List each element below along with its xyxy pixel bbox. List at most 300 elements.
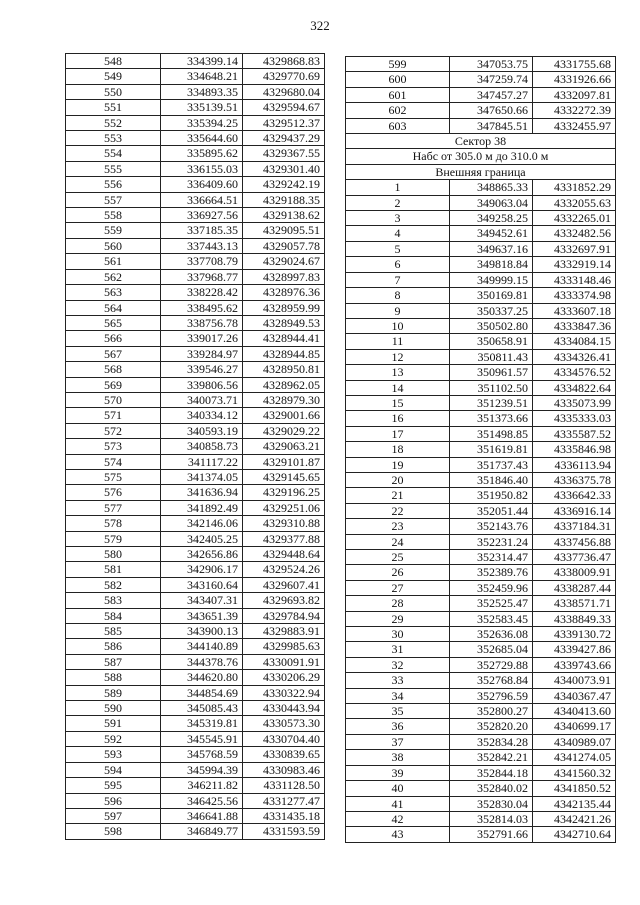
- table-row: [66, 808, 325, 823]
- coord-x: 352840.02: [450, 781, 533, 796]
- table-row: [346, 365, 616, 380]
- point-number: 573: [66, 439, 161, 454]
- table-row: [346, 734, 616, 749]
- coord-x: 350502.80: [450, 318, 533, 333]
- point-number: 585: [66, 624, 161, 639]
- coord-y: 4329001.66: [243, 408, 325, 423]
- coord-y: 4332055.63: [533, 195, 616, 210]
- coord-y: 4332919.14: [533, 257, 616, 272]
- boundary-title-row: [346, 164, 616, 179]
- table-row: [66, 100, 325, 115]
- coord-y: 4334822.64: [533, 380, 616, 395]
- point-number: 554: [66, 146, 161, 161]
- point-number: 558: [66, 208, 161, 223]
- coord-y: 4328950.81: [243, 362, 325, 377]
- table-row: [346, 781, 616, 796]
- sector-title: Сектор 38: [346, 134, 616, 149]
- point-number: 10: [346, 318, 450, 333]
- point-number: 28: [346, 596, 450, 611]
- coord-y: 4329883.91: [243, 624, 325, 639]
- point-number: 1: [346, 180, 450, 195]
- table-row: [346, 442, 616, 457]
- coord-y: 4341560.32: [533, 765, 616, 780]
- coord-x: 352800.27: [450, 704, 533, 719]
- coord-x: 350961.57: [450, 365, 533, 380]
- table-row: [346, 288, 616, 303]
- coord-y: 4330322.94: [243, 685, 325, 700]
- coord-x: 346211.82: [161, 778, 243, 793]
- coord-y: 4330206.29: [243, 670, 325, 685]
- table-row: [66, 331, 325, 346]
- point-number: 568: [66, 362, 161, 377]
- point-number: 553: [66, 131, 161, 146]
- coord-x: 342146.06: [161, 516, 243, 531]
- table-row: [66, 778, 325, 793]
- table-row: [346, 426, 616, 441]
- coordinates-table-left: [65, 53, 325, 840]
- point-number: 570: [66, 392, 161, 407]
- table-row: [346, 72, 616, 87]
- coord-x: 347259.74: [450, 72, 533, 87]
- point-number: 14: [346, 380, 450, 395]
- table-row: [346, 550, 616, 565]
- coord-y: 4330443.94: [243, 701, 325, 716]
- coord-y: 4332265.01: [533, 211, 616, 226]
- page-number: 322: [310, 18, 330, 33]
- coord-x: 340858.73: [161, 439, 243, 454]
- coord-x: 351373.66: [450, 411, 533, 426]
- point-number: 35: [346, 704, 450, 719]
- coord-y: 4329985.63: [243, 639, 325, 654]
- table-row: [346, 704, 616, 719]
- coord-y: 4331755.68: [533, 57, 616, 72]
- table-row: [66, 485, 325, 500]
- coord-x: 335644.60: [161, 131, 243, 146]
- coord-x: 339806.56: [161, 377, 243, 392]
- coord-x: 336664.51: [161, 192, 243, 207]
- point-number: 587: [66, 654, 161, 669]
- coord-y: 4333148.46: [533, 272, 616, 287]
- coord-x: 352830.04: [450, 796, 533, 811]
- table-row: [346, 211, 616, 226]
- table-row: [346, 257, 616, 272]
- coord-y: 4329448.64: [243, 547, 325, 562]
- table-row: [346, 334, 616, 349]
- coord-x: 349818.84: [450, 257, 533, 272]
- coord-x: 334648.21: [161, 69, 243, 84]
- coord-x: 337968.77: [161, 269, 243, 284]
- coord-x: 349063.04: [450, 195, 533, 210]
- table-row: [346, 796, 616, 811]
- coord-y: 4331593.59: [243, 824, 325, 839]
- coord-y: 4332482.56: [533, 226, 616, 241]
- point-number: 565: [66, 315, 161, 330]
- point-number: 2: [346, 195, 450, 210]
- coord-x: 352459.96: [450, 580, 533, 595]
- coord-y: 4335587.52: [533, 426, 616, 441]
- table-row: [346, 611, 616, 626]
- point-number: 563: [66, 285, 161, 300]
- point-number: 592: [66, 731, 161, 746]
- coord-x: 337708.79: [161, 254, 243, 269]
- right-table-bottom-body: [346, 180, 616, 842]
- coord-x: 342906.17: [161, 562, 243, 577]
- coord-y: 4341850.52: [533, 781, 616, 796]
- point-number: 581: [66, 562, 161, 577]
- coord-x: 343900.13: [161, 624, 243, 639]
- left-table-body: [66, 54, 325, 840]
- coord-x: 337443.13: [161, 238, 243, 253]
- coord-x: 351846.40: [450, 472, 533, 487]
- coord-x: 349258.25: [450, 211, 533, 226]
- point-number: 37: [346, 734, 450, 749]
- point-number: 33: [346, 673, 450, 688]
- point-number: 560: [66, 238, 161, 253]
- table-row: [66, 500, 325, 515]
- coord-x: 352051.44: [450, 503, 533, 518]
- point-number: 34: [346, 688, 450, 703]
- table-row: [346, 226, 616, 241]
- coord-x: 352583.45: [450, 611, 533, 626]
- table-row: [66, 238, 325, 253]
- point-number: 591: [66, 716, 161, 731]
- coord-x: 351619.81: [450, 442, 533, 457]
- table-row: [66, 608, 325, 623]
- coord-x: 344620.80: [161, 670, 243, 685]
- point-number: 20: [346, 472, 450, 487]
- coord-x: 344378.76: [161, 654, 243, 669]
- coord-x: 352842.21: [450, 750, 533, 765]
- coord-x: 349637.16: [450, 241, 533, 256]
- point-number: 11: [346, 334, 450, 349]
- point-number: 31: [346, 642, 450, 657]
- table-row: [66, 685, 325, 700]
- coord-x: 351950.82: [450, 488, 533, 503]
- coord-x: 341374.05: [161, 469, 243, 484]
- coord-y: 4329188.35: [243, 192, 325, 207]
- coord-x: 339017.26: [161, 331, 243, 346]
- point-number: 17: [346, 426, 450, 441]
- table-row: [66, 161, 325, 176]
- coord-x: 348865.33: [450, 180, 533, 195]
- table-row: [66, 577, 325, 592]
- coord-y: 4339743.66: [533, 657, 616, 672]
- coord-y: 4339130.72: [533, 627, 616, 642]
- coord-y: 4340989.07: [533, 734, 616, 749]
- coord-y: 4334326.41: [533, 349, 616, 364]
- coord-y: 4329680.04: [243, 84, 325, 99]
- coord-x: 344140.89: [161, 639, 243, 654]
- coord-y: 4332272.39: [533, 103, 616, 118]
- point-number: 557: [66, 192, 161, 207]
- point-number: 549: [66, 69, 161, 84]
- coord-x: 341117.22: [161, 454, 243, 469]
- coord-x: 352768.84: [450, 673, 533, 688]
- table-row: [346, 657, 616, 672]
- table-row: [66, 593, 325, 608]
- table-row: [66, 208, 325, 223]
- coord-x: 352231.24: [450, 534, 533, 549]
- table-row: [66, 392, 325, 407]
- coord-y: 4330839.65: [243, 747, 325, 762]
- coord-y: 4328944.85: [243, 346, 325, 361]
- point-number: 584: [66, 608, 161, 623]
- table-row: [66, 639, 325, 654]
- coord-x: 346849.77: [161, 824, 243, 839]
- coord-x: 352814.03: [450, 811, 533, 826]
- point-number: 603: [346, 118, 450, 133]
- coord-x: 335139.51: [161, 100, 243, 115]
- coord-y: 4342135.44: [533, 796, 616, 811]
- table-row: [66, 793, 325, 808]
- coord-y: 4338009.91: [533, 565, 616, 580]
- coord-x: 352525.47: [450, 596, 533, 611]
- coord-y: 4333847.36: [533, 318, 616, 333]
- coord-y: 4329242.19: [243, 177, 325, 192]
- coord-y: 4338849.33: [533, 611, 616, 626]
- table-row: [66, 115, 325, 130]
- coord-y: 4331435.18: [243, 808, 325, 823]
- coord-y: 4336916.14: [533, 503, 616, 518]
- table-row: [346, 565, 616, 580]
- coord-y: 4330704.40: [243, 731, 325, 746]
- table-row: [66, 531, 325, 546]
- point-number: 582: [66, 577, 161, 592]
- coord-y: 4335073.99: [533, 395, 616, 410]
- table-row: [346, 811, 616, 826]
- table-row: [346, 87, 616, 102]
- coord-y: 4331926.66: [533, 72, 616, 87]
- point-number: 15: [346, 395, 450, 410]
- coord-y: 4330983.46: [243, 762, 325, 777]
- table-row: [66, 654, 325, 669]
- coord-x: 344854.69: [161, 685, 243, 700]
- point-number: 593: [66, 747, 161, 762]
- point-number: 594: [66, 762, 161, 777]
- coord-y: 4329063.21: [243, 439, 325, 454]
- point-number: 571: [66, 408, 161, 423]
- coord-x: 351102.50: [450, 380, 533, 395]
- table-row: [346, 103, 616, 118]
- coord-x: 336409.60: [161, 177, 243, 192]
- table-row: [346, 472, 616, 487]
- table-row: [346, 688, 616, 703]
- table-row: [66, 146, 325, 161]
- point-number: 579: [66, 531, 161, 546]
- point-number: 583: [66, 593, 161, 608]
- coord-x: 350169.81: [450, 288, 533, 303]
- table-row: [346, 57, 616, 72]
- coord-x: 352834.28: [450, 734, 533, 749]
- table-row: [66, 624, 325, 639]
- point-number: 23: [346, 519, 450, 534]
- table-row: [346, 519, 616, 534]
- coord-x: 345319.81: [161, 716, 243, 731]
- coord-y: 4332455.97: [533, 118, 616, 133]
- point-number: 21: [346, 488, 450, 503]
- point-number: 32: [346, 657, 450, 672]
- point-number: 19: [346, 457, 450, 472]
- coord-y: 4332697.91: [533, 241, 616, 256]
- point-number: 574: [66, 454, 161, 469]
- table-row: [346, 580, 616, 595]
- table-row: [66, 269, 325, 284]
- coord-x: 335394.25: [161, 115, 243, 130]
- coord-x: 340073.71: [161, 392, 243, 407]
- table-row: [66, 562, 325, 577]
- table-row: [346, 534, 616, 549]
- table-row: [66, 346, 325, 361]
- point-number: 561: [66, 254, 161, 269]
- coord-y: 4328959.99: [243, 300, 325, 315]
- point-number: 600: [346, 72, 450, 87]
- table-row: [66, 254, 325, 269]
- table-row: [346, 627, 616, 642]
- coord-y: 4331277.47: [243, 793, 325, 808]
- coord-y: 4335846.98: [533, 442, 616, 457]
- coord-x: 352685.04: [450, 642, 533, 657]
- coord-x: 350658.91: [450, 334, 533, 349]
- coord-x: 350811.43: [450, 349, 533, 364]
- coord-x: 334893.35: [161, 84, 243, 99]
- coord-x: 347457.27: [450, 87, 533, 102]
- coord-y: 4336113.94: [533, 457, 616, 472]
- coord-x: 342405.25: [161, 531, 243, 546]
- coord-x: 345085.43: [161, 701, 243, 716]
- table-row: [66, 439, 325, 454]
- table-row: [346, 642, 616, 657]
- table-row: [346, 395, 616, 410]
- coord-y: 4329868.83: [243, 54, 325, 69]
- coord-x: 347845.51: [450, 118, 533, 133]
- coord-y: 4329693.82: [243, 593, 325, 608]
- coord-y: 4330573.30: [243, 716, 325, 731]
- coord-y: 4329138.62: [243, 208, 325, 223]
- point-number: 43: [346, 827, 450, 842]
- coord-y: 4329524.26: [243, 562, 325, 577]
- point-number: 556: [66, 177, 161, 192]
- table-row: [346, 827, 616, 842]
- table-row: [66, 131, 325, 146]
- table-row: [346, 411, 616, 426]
- point-number: 577: [66, 500, 161, 515]
- table-row: [346, 380, 616, 395]
- point-number: 40: [346, 781, 450, 796]
- table-row: [66, 516, 325, 531]
- point-number: 578: [66, 516, 161, 531]
- coord-y: 4341274.05: [533, 750, 616, 765]
- table-row: [66, 547, 325, 562]
- coord-x: 336155.03: [161, 161, 243, 176]
- point-number: 8: [346, 288, 450, 303]
- point-number: 562: [66, 269, 161, 284]
- coord-y: 4340699.17: [533, 719, 616, 734]
- coord-x: 347650.66: [450, 103, 533, 118]
- coord-x: 340334.12: [161, 408, 243, 423]
- coord-y: 4329251.06: [243, 500, 325, 515]
- table-row: [346, 750, 616, 765]
- table-row: [346, 318, 616, 333]
- coord-y: 4329367.55: [243, 146, 325, 161]
- coord-y: 4329145.65: [243, 469, 325, 484]
- table-row: [346, 195, 616, 210]
- coord-x: 349452.61: [450, 226, 533, 241]
- point-number: 7: [346, 272, 450, 287]
- coord-x: 343651.39: [161, 608, 243, 623]
- coord-y: 4329101.87: [243, 454, 325, 469]
- table-row: [346, 596, 616, 611]
- coord-x: 352389.76: [450, 565, 533, 580]
- coord-x: 346425.56: [161, 793, 243, 808]
- table-row: [66, 285, 325, 300]
- table-row: [346, 457, 616, 472]
- table-row: [66, 315, 325, 330]
- point-number: 572: [66, 423, 161, 438]
- coord-x: 352844.18: [450, 765, 533, 780]
- coord-x: 335895.62: [161, 146, 243, 161]
- coord-x: 341636.94: [161, 485, 243, 500]
- point-number: 548: [66, 54, 161, 69]
- coord-x: 338756.78: [161, 315, 243, 330]
- coord-x: 347053.75: [450, 57, 533, 72]
- table-row: [346, 241, 616, 256]
- table-row: [346, 765, 616, 780]
- coord-x: 345768.59: [161, 747, 243, 762]
- coord-x: 352636.08: [450, 627, 533, 642]
- point-number: 39: [346, 765, 450, 780]
- sector-header: [346, 134, 616, 180]
- coord-x: 340593.19: [161, 423, 243, 438]
- table-row: [66, 716, 325, 731]
- coordinates-table-right: [345, 56, 616, 843]
- point-number: 550: [66, 84, 161, 99]
- point-number: 9: [346, 303, 450, 318]
- point-number: 36: [346, 719, 450, 734]
- coord-y: 4329196.25: [243, 485, 325, 500]
- point-number: 16: [346, 411, 450, 426]
- point-number: 597: [66, 808, 161, 823]
- coord-x: 343407.31: [161, 593, 243, 608]
- coord-y: 4329029.22: [243, 423, 325, 438]
- coord-y: 4339427.86: [533, 642, 616, 657]
- table-row: [66, 469, 325, 484]
- coord-y: 4337184.31: [533, 519, 616, 534]
- point-number: 590: [66, 701, 161, 716]
- table-row: [66, 423, 325, 438]
- coord-x: 352820.20: [450, 719, 533, 734]
- coord-x: 352314.47: [450, 550, 533, 565]
- table-row: [346, 488, 616, 503]
- table-row: [66, 747, 325, 762]
- sector-title-row: [346, 134, 616, 149]
- point-number: 559: [66, 223, 161, 238]
- coord-y: 4329310.88: [243, 516, 325, 531]
- coord-x: 352143.76: [450, 519, 533, 534]
- table-row: [346, 118, 616, 133]
- coord-y: 4333607.18: [533, 303, 616, 318]
- coord-y: 4329024.67: [243, 254, 325, 269]
- point-number: 3: [346, 211, 450, 226]
- coord-y: 4329301.40: [243, 161, 325, 176]
- coord-y: 4328944.41: [243, 331, 325, 346]
- table-row: [346, 673, 616, 688]
- point-number: 30: [346, 627, 450, 642]
- point-number: 598: [66, 824, 161, 839]
- point-number: 569: [66, 377, 161, 392]
- table-row: [66, 300, 325, 315]
- coord-y: 4331128.50: [243, 778, 325, 793]
- sector-subtitle: Набс от 305.0 м до 310.0 м: [346, 149, 616, 164]
